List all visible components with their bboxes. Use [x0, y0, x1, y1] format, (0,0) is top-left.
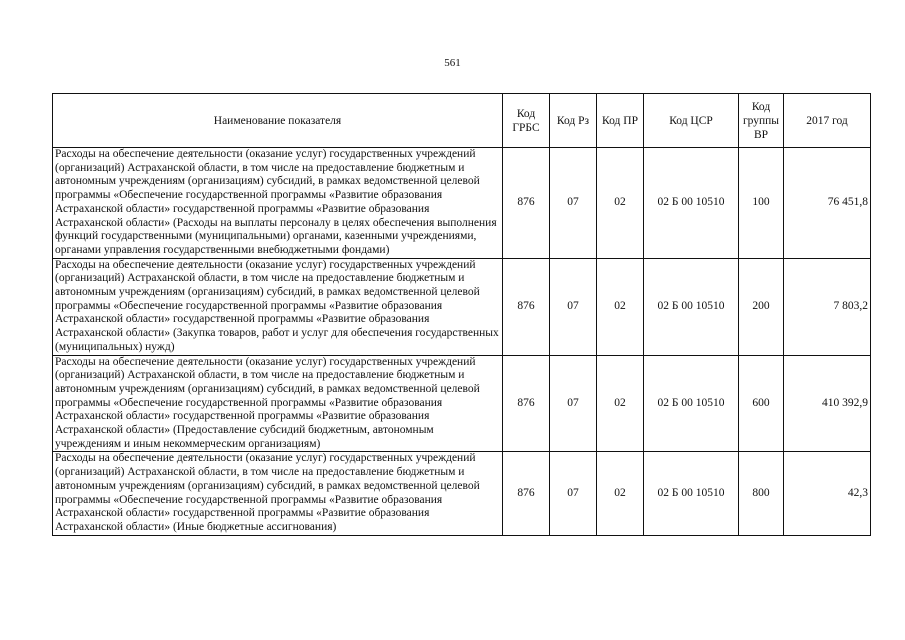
table-row [53, 355, 871, 452]
header-pr: Код ПР [597, 94, 644, 148]
row-rz: 07 [550, 258, 597, 355]
row-rz: 07 [550, 148, 597, 259]
row-name: Расходы на обеспечение деятельности (оказание услуг) государственных учреждений (организаций) Астраханской области, в том числе на предоставление бюджетным и автономным учреждениям (организациям) субсидий, в рамках ведомственной целевой программы «Обеспечение государственной программы «Развитие образования Астраханской области» государственной программы «Развитие образования Астраханской области» (Расходы на выплаты персоналу в целях обеспечения выполнения функций государственными (муниципальными) органами, казенными учреждениями, органами управления государственными внебюджетными фондами) [53, 148, 503, 259]
row-pr: 02 [597, 148, 644, 259]
row-vr: 600 [739, 355, 784, 452]
row-csr: 02 Б 00 10510 [644, 452, 739, 535]
table-row [53, 148, 871, 259]
header-grbs: Код ГРБС [503, 94, 550, 148]
row-amount: 7 803,2 [784, 258, 871, 355]
row-name: Расходы на обеспечение деятельности (оказание услуг) государственных учреждений (организаций) Астраханской области, в том числе на предоставление бюджетным и автономным учреждениям (организациям) субсидий, в рамках ведомственной целевой программы «Обеспечение государственной программы «Развитие образования Астраханской области» государственной программы «Развитие образования Астраханской области» (Иные бюджетные ассигнования) [53, 452, 503, 535]
row-rz: 07 [550, 452, 597, 535]
row-pr: 02 [597, 452, 644, 535]
row-csr: 02 Б 00 10510 [644, 355, 739, 452]
row-vr: 200 [739, 258, 784, 355]
row-vr: 100 [739, 148, 784, 259]
table-row [53, 258, 871, 355]
row-csr: 02 Б 00 10510 [644, 258, 739, 355]
row-vr: 800 [739, 452, 784, 535]
page-number: 561 [444, 57, 461, 69]
table-header-row [53, 94, 871, 148]
row-grbs: 876 [503, 355, 550, 452]
row-grbs: 876 [503, 258, 550, 355]
row-amount: 76 451,8 [784, 148, 871, 259]
header-rz: Код Рз [550, 94, 597, 148]
row-amount: 410 392,9 [784, 355, 871, 452]
row-rz: 07 [550, 355, 597, 452]
budget-table [52, 93, 871, 536]
header-vr: Код группы ВР [739, 94, 784, 148]
header-name: Наименование показателя [53, 94, 503, 148]
row-grbs: 876 [503, 148, 550, 259]
header-csr: Код ЦСР [644, 94, 739, 148]
header-year: 2017 год [784, 94, 871, 148]
row-pr: 02 [597, 258, 644, 355]
row-name: Расходы на обеспечение деятельности (оказание услуг) государственных учреждений (организаций) Астраханской области, в том числе на предоставление бюджетным и автономным учреждениям (организациям) субсидий, в рамках ведомственной целевой программы «Обеспечение государственной программы «Развитие образования Астраханской области» государственной программы «Развитие образования Астраханской области» (Закупка товаров, работ и услуг для обеспечения государственных (муниципальных) нужд) [53, 258, 503, 355]
row-amount: 42,3 [784, 452, 871, 535]
row-grbs: 876 [503, 452, 550, 535]
table-row [53, 452, 871, 535]
row-pr: 02 [597, 355, 644, 452]
row-csr: 02 Б 00 10510 [644, 148, 739, 259]
row-name: Расходы на обеспечение деятельности (оказание услуг) государственных учреждений (организаций) Астраханской области, в том числе на предоставление бюджетным и автономным учреждениям (организациям) субсидий, в рамках ведомственной целевой программы «Обеспечение государственной программы «Развитие образования Астраханской области» государственной программы «Развитие образования Астраханской области» (Предоставление субсидий бюджетным, автономным учреждениям и иным некоммерческим организациям) [53, 355, 503, 452]
